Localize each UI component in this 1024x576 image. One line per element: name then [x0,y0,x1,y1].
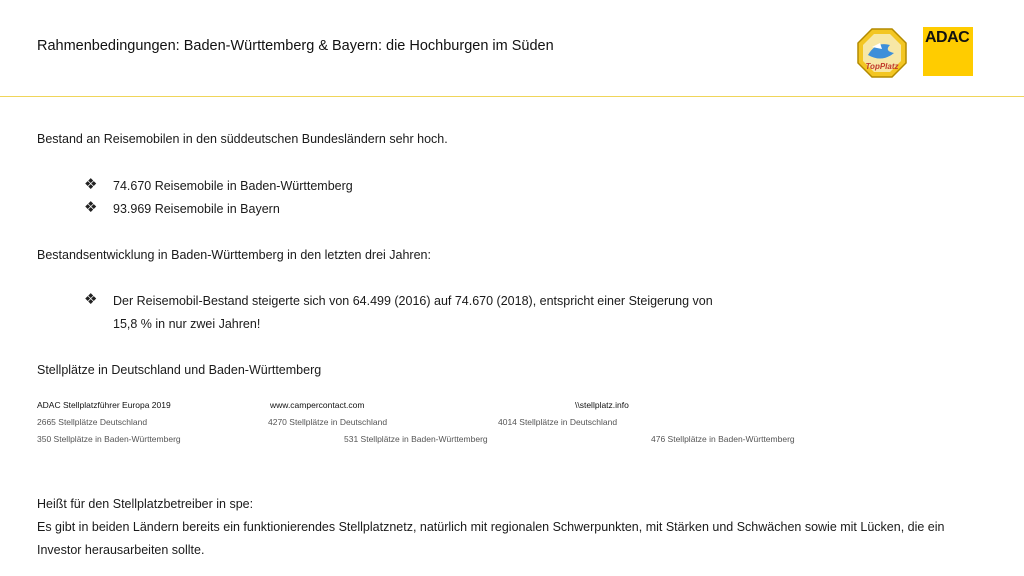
source-campercontact-name: www.campercontact.com [270,400,365,410]
source-adac-de: 2665 Stellplätze Deutschland [37,417,148,427]
conclusion-line2: Investor herausarbeiten sollte. [37,543,205,557]
slide-title: Rahmenbedingungen: Baden-Württemberg & Bayern: die Hochburgen im Süden [37,38,554,54]
paragraph-development: Bestandsentwicklung in Baden-Württemberg in den letzten drei Jahren: [37,248,431,262]
bullet-bayern-stock: 93.969 Reisemobile in Bayern [113,202,280,216]
source-stellplatz-de: 4014 Stellplätze in Deutschland [498,417,618,427]
bullet-growth-line1: Der Reisemobil-Bestand steigerte sich von 64.499 (2016) auf 74.670 (2018), entspricht einer Steigerung von [113,294,713,308]
topplatz-logo-text: TopPlatz [865,62,899,71]
adac-logo-text: ADAC [925,29,970,46]
bullet-growth-line2: 15,8 % in nur zwei Jahren! [113,317,261,331]
source-stellplatz-name: \\stellplatz.info [575,400,629,410]
source-adac-bw: 350 Stellplätze in Baden-Württemberg [37,434,181,444]
diamond-bullet-icon: ❖ [84,199,98,216]
conclusion-title: Heißt für den Stellplatzbetreiber in spe: [37,497,254,511]
paragraph-stock: Bestand an Reisemobilen in den süddeutschen Bundesländern sehr hoch. [37,132,448,146]
source-adac-name: ADAC Stellplatzführer Europa 2019 [37,400,171,410]
bullet-bw-stock: 74.670 Reisemobile in Baden-Württemberg [113,179,353,193]
topplatz-logo-icon [856,27,908,79]
source-campercontact-de: 4270 Stellplätze in Deutschland [268,417,388,427]
conclusion-line1: Es gibt in beiden Ländern bereits ein funktionierendes Stellplatznetz, natürlich mit regionalen Schwerpunkten, mit Stärken und Schwächen sowie mit Lücken, die ein [37,520,945,534]
topplatz-logo [856,27,908,79]
paragraph-pitches: Stellplätze in Deutschland und Baden-Württemberg [37,363,322,377]
slide-header [0,0,1024,97]
source-stellplatz-bw: 476 Stellplätze in Baden-Württemberg [651,434,795,444]
source-campercontact-bw: 531 Stellplätze in Baden-Württemberg [344,434,488,444]
adac-logo [923,27,973,76]
diamond-bullet-icon: ❖ [84,291,98,308]
diamond-bullet-icon: ❖ [84,176,98,193]
